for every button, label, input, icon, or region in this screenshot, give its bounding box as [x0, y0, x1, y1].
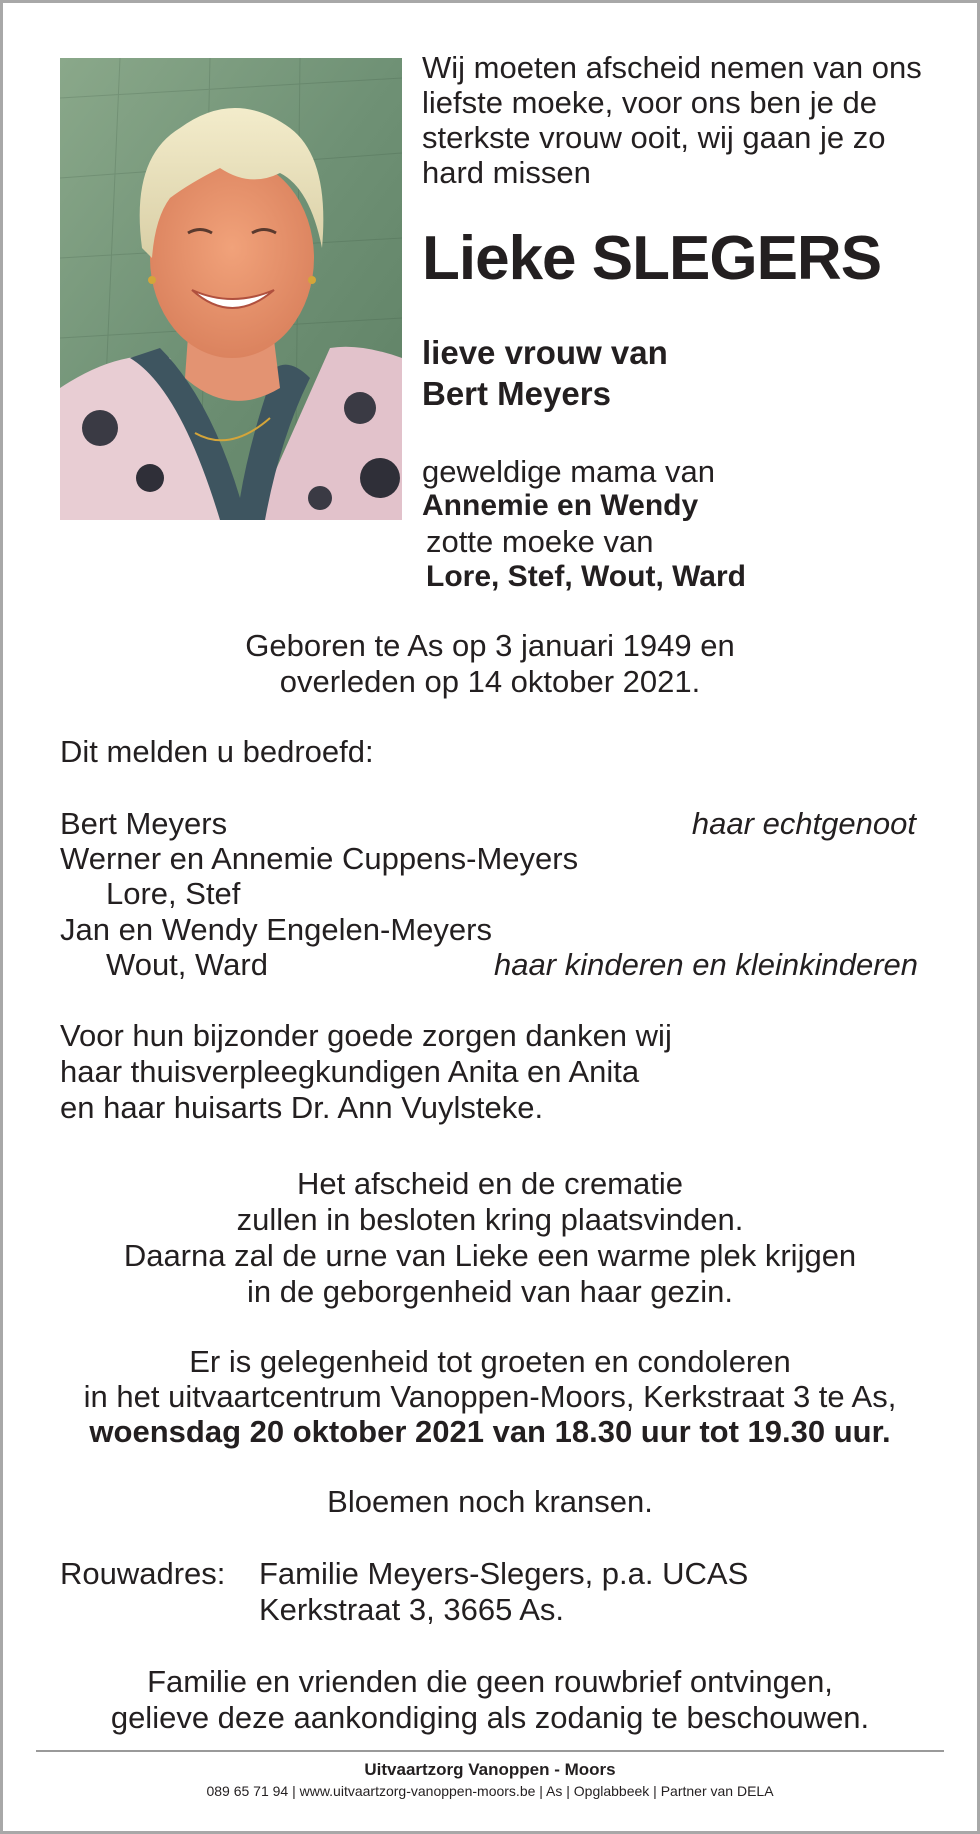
- ceremony-line: in de geborgenheid van haar gezin.: [246, 1274, 734, 1309]
- birth-death-text: [0, 628, 980, 700]
- address-line: Familie Meyers-Slegers, p.a. UCAS: [259, 1556, 749, 1591]
- thanks-line: haar thuisverpleegkundigen Anita en Anita: [60, 1054, 640, 1089]
- grandchildren-label: zotte moeke van: [426, 524, 654, 559]
- spouse-line: lieve vrouw van: [422, 334, 668, 371]
- intro-text: [422, 50, 942, 190]
- children-names: Annemie en Wendy: [422, 489, 699, 522]
- ceremony-line: Het afscheid en de crematie: [297, 1166, 683, 1201]
- flowers-text: Bloemen noch kransen.: [327, 1484, 653, 1519]
- ceremony-text: [0, 1166, 980, 1310]
- born-line: overleden op 14 oktober 2021.: [279, 664, 701, 699]
- family-member: Jan en Wendy Engelen-Meyers: [60, 912, 492, 947]
- address-label: Rouwadres:: [60, 1556, 226, 1591]
- spouse-name: Bert Meyers: [422, 375, 611, 412]
- children-label: geweldige mama van: [422, 454, 715, 489]
- thanks-line: Voor hun bijzonder goede zorgen danken wij: [60, 1018, 672, 1053]
- announce-text: Dit melden u bedroefd:: [60, 734, 374, 769]
- grandchildren-names: Lore, Stef, Wout, Ward: [426, 560, 746, 593]
- visitation-line: in het uitvaartcentrum Vanoppen-Moors, Kerkstraat 3 te As,: [83, 1379, 897, 1414]
- ceremony-line: zullen in besloten kring plaatsvinden.: [236, 1202, 744, 1237]
- thanks-line: en haar huisarts Dr. Ann Vuylsteke.: [60, 1090, 544, 1125]
- intro-line: hard missen: [422, 155, 591, 190]
- closing-text: [0, 1664, 980, 1736]
- spouse-block: [422, 332, 668, 414]
- address-block: [259, 1556, 748, 1628]
- thanks-text: [60, 1018, 672, 1126]
- visitation-line: Er is gelegenheid tot groeten en condoleren: [189, 1344, 791, 1379]
- portrait-photo: [60, 58, 402, 520]
- intro-line: liefste moeke, voor ons ben je de: [422, 85, 877, 120]
- footer-info: 089 65 71 94 | www.uitvaartzorg-vanoppen-moors.be | As | Opglabbeek | Partner van DELA: [206, 1783, 774, 1799]
- intro-line: sterkste vrouw ooit, wij gaan je zo: [422, 120, 886, 155]
- intro-line: Wij moeten afscheid nemen van ons: [422, 50, 922, 85]
- closing-line: Familie en vrienden die geen rouwbrief ontvingen,: [147, 1664, 833, 1699]
- family-role: haar echtgenoot: [691, 806, 916, 841]
- visitation-datetime: woensdag 20 oktober 2021 van 18.30 uur tot 19.30 uur.: [89, 1414, 891, 1449]
- family-member: Lore, Stef: [106, 876, 241, 911]
- family-member: Bert Meyers: [60, 806, 228, 841]
- visitation-text: [0, 1344, 980, 1449]
- deceased-name: Lieke SLEGERS: [422, 224, 882, 293]
- family-role: haar kinderen en kleinkinderen: [494, 947, 918, 982]
- born-line: Geboren te As op 3 januari 1949 en: [245, 628, 735, 663]
- footer-divider: [36, 1750, 944, 1752]
- family-member: Werner en Annemie Cuppens-Meyers: [60, 841, 579, 876]
- address-line: Kerkstraat 3, 3665 As.: [259, 1592, 565, 1627]
- family-member: Wout, Ward: [106, 947, 268, 982]
- ceremony-line: Daarna zal de urne van Lieke een warme plek krijgen: [123, 1238, 857, 1273]
- footer-title: Uitvaartzorg Vanoppen - Moors: [364, 1760, 616, 1779]
- closing-line: gelieve deze aankondiging als zodanig te beschouwen.: [110, 1700, 870, 1735]
